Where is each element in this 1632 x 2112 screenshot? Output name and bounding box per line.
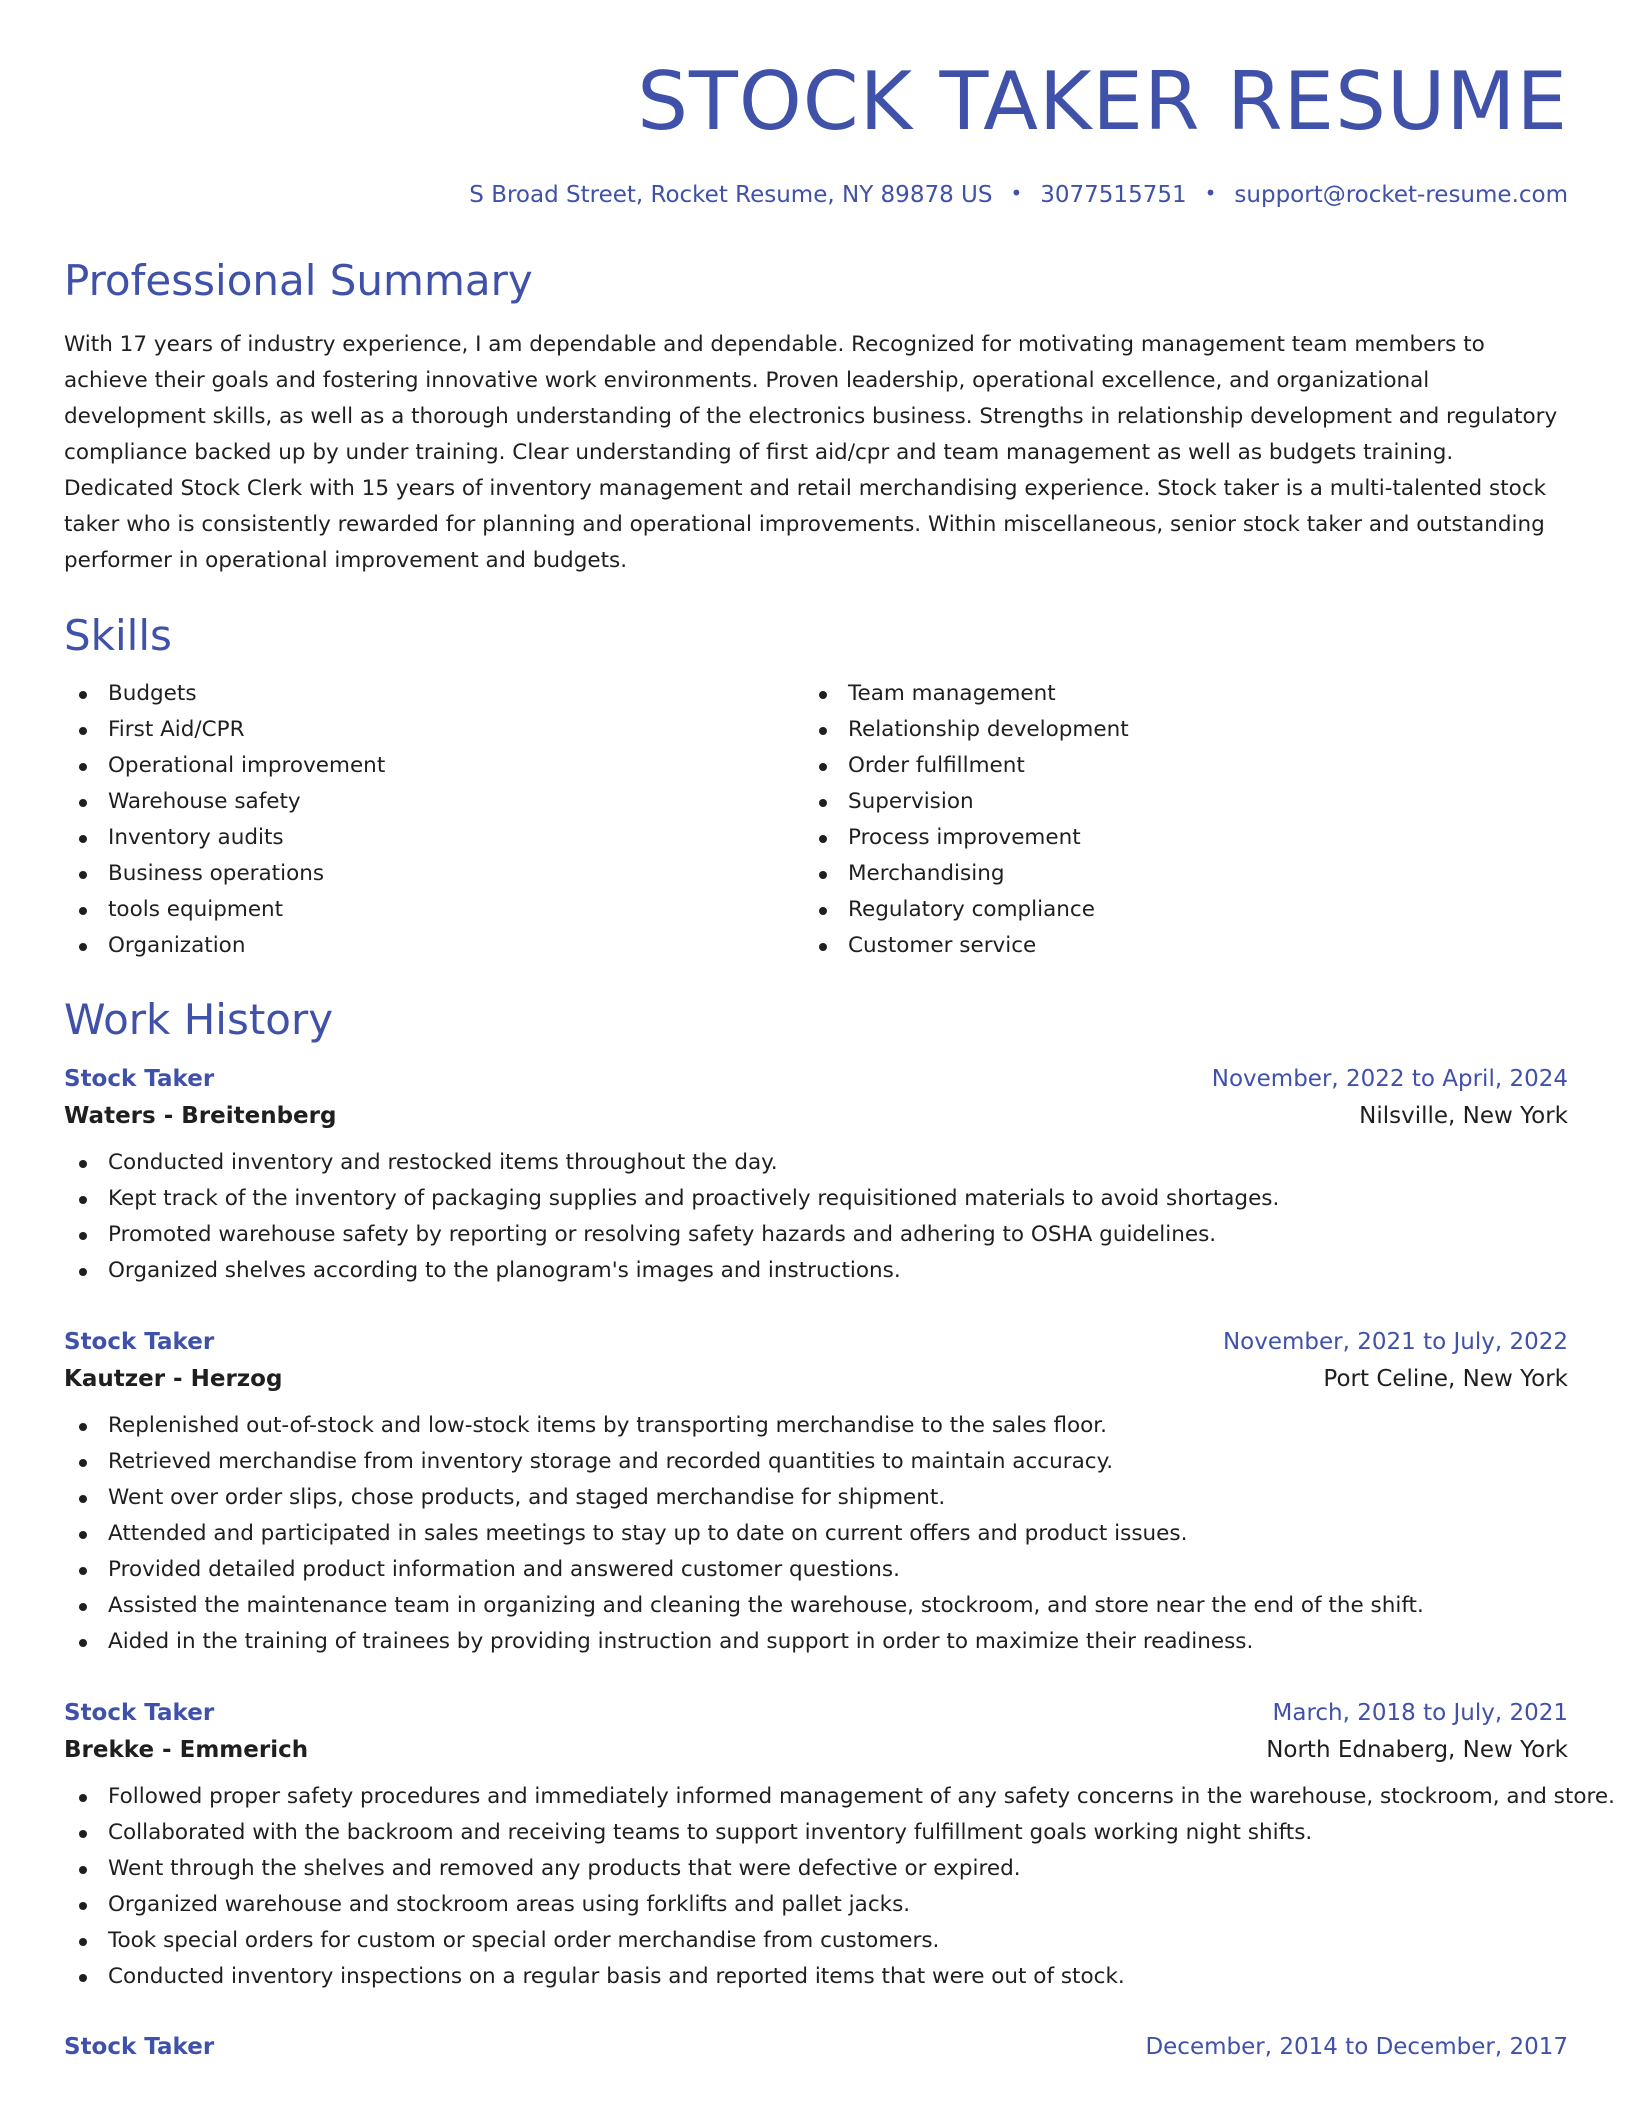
job-entry <box>64 2036 1568 2059</box>
skill-item: First Aid/CPR <box>64 712 804 748</box>
skill-item: Relationship development <box>804 712 1544 748</box>
work-history-heading: Work History <box>64 995 334 1044</box>
skill-item: Inventory audits <box>64 820 804 856</box>
job-bullet: Went over order slips, chose products, and staged merchandise for shipment. <box>64 1480 1568 1516</box>
job-bullet: Replenished out-of-stock and low-stock items by transporting merchandise to the sales floor. <box>64 1408 1568 1444</box>
skills-list <box>64 676 1568 964</box>
job-bullet: Aided in the training of trainees by providing instruction and support in order to maximize their readiness. <box>64 1624 1568 1660</box>
contact-address: S Broad Street, Rocket Resume, NY 89878 US <box>469 182 993 208</box>
job-bullet: Followed proper safety procedures and immediately informed management of any safety concerns in the warehouse, stockroom, and store. <box>64 1779 1568 1815</box>
contact-separator: • <box>1010 181 1023 205</box>
job-bullet: Kept track of the inventory of packaging supplies and proactively requisitioned materials to avoid shortages. <box>64 1181 1568 1217</box>
job-title: Stock Taker <box>64 1329 215 1355</box>
job-location: North Ednaberg, New York <box>1266 1737 1568 1763</box>
skills-heading: Skills <box>64 611 172 660</box>
skill-item: Process improvement <box>804 820 1544 856</box>
skill-item: Regulatory compliance <box>804 892 1544 928</box>
job-bullet: Collaborated with the backroom and receiving teams to support inventory fulfillment goals working night shifts. <box>64 1815 1568 1851</box>
job-bullet: Took special orders for custom or special order merchandise from customers. <box>64 1923 1568 1959</box>
job-bullet: Conducted inventory and restocked items throughout the day. <box>64 1145 1568 1181</box>
skill-item: Operational improvement <box>64 748 804 784</box>
job-bullet: Conducted inventory inspections on a regular basis and reported items that were out of stock. <box>64 1959 1568 1995</box>
skill-item: tools equipment <box>64 892 804 928</box>
job-title: Stock Taker <box>64 1066 215 1092</box>
skill-item: Order fulfillment <box>804 748 1544 784</box>
job-dates: November, 2021 to July, 2022 <box>1222 1329 1568 1355</box>
job-dates: December, 2014 to December, 2017 <box>1145 2034 1568 2060</box>
job-bullet: Retrieved merchandise from inventory storage and recorded quantities to maintain accuracy. <box>64 1444 1568 1480</box>
job-entry <box>64 1068 1568 1289</box>
skills-column-left <box>64 676 804 964</box>
job-entry <box>64 1700 1615 1995</box>
job-bullet: Organized shelves according to the planogram's images and instructions. <box>64 1253 1568 1289</box>
job-bullets <box>64 1408 1568 1660</box>
job-company: Waters - Breitenberg <box>64 1103 337 1129</box>
job-bullet: Provided detailed product information and answered customer questions. <box>64 1552 1568 1588</box>
contact-phone: 3077515751 <box>1040 182 1187 208</box>
job-title: Stock Taker <box>64 2034 215 2060</box>
skill-item: Merchandising <box>804 856 1544 892</box>
skill-item: Supervision <box>804 784 1544 820</box>
skill-item: Business operations <box>64 856 804 892</box>
job-title: Stock Taker <box>64 1700 215 1726</box>
skill-item: Budgets <box>64 676 804 712</box>
job-bullet: Organized warehouse and stockroom areas using forklifts and pallet jacks. <box>64 1887 1568 1923</box>
job-dates: November, 2022 to April, 2024 <box>1211 1066 1568 1092</box>
skills-column-right <box>804 676 1544 964</box>
skill-item: Organization <box>64 928 804 964</box>
job-location: Port Celine, New York <box>1323 1366 1568 1392</box>
contact-line <box>64 181 1568 208</box>
skill-item: Warehouse safety <box>64 784 804 820</box>
job-company: Brekke - Emmerich <box>64 1737 309 1763</box>
resume-title: STOCK TAKER RESUME <box>637 55 1568 148</box>
job-bullet: Attended and participated in sales meetings to stay up to date on current offers and product issues. <box>64 1516 1568 1552</box>
job-bullet: Promoted warehouse safety by reporting or resolving safety hazards and adhering to OSHA guidelines. <box>64 1217 1568 1253</box>
job-bullet: Went through the shelves and removed any products that were defective or expired. <box>64 1851 1568 1887</box>
contact-separator: • <box>1204 181 1217 205</box>
job-bullets <box>64 1145 1568 1289</box>
skill-item: Team management <box>804 676 1544 712</box>
summary-text: With 17 years of industry experience, I am dependable and dependable. Recognized for motivating management team members to achieve their goals and fostering innovative work environments. Proven leadership, operational excellence, and organizational development skills, as well as a thorough understanding of the electronics business. Strengths in relationship development and regulatory compliance backed up by under training. Clear understanding of first aid/cpr and team management as well as budgets training. Dedicated Stock Clerk with 15 years of inventory management and retail merchandising experience. Stock taker is a multi-talented stock taker who is consistently rewarded for planning and operational improvements. Within miscellaneous, senior stock taker and outstanding performer in operational improvement and budgets. <box>64 332 1558 573</box>
summary-heading: Professional Summary <box>64 256 533 305</box>
job-dates: March, 2018 to July, 2021 <box>1272 1700 1568 1726</box>
job-entry <box>64 1331 1568 1660</box>
contact-email: support@rocket-resume.com <box>1234 182 1568 208</box>
job-bullet: Assisted the maintenance team in organizing and cleaning the warehouse, stockroom, and store near the end of the shift. <box>64 1588 1568 1624</box>
skill-item: Customer service <box>804 928 1544 964</box>
job-bullets <box>64 1779 1615 1995</box>
job-location: Nilsville, New York <box>1359 1103 1568 1129</box>
job-company: Kautzer - Herzog <box>64 1366 283 1392</box>
